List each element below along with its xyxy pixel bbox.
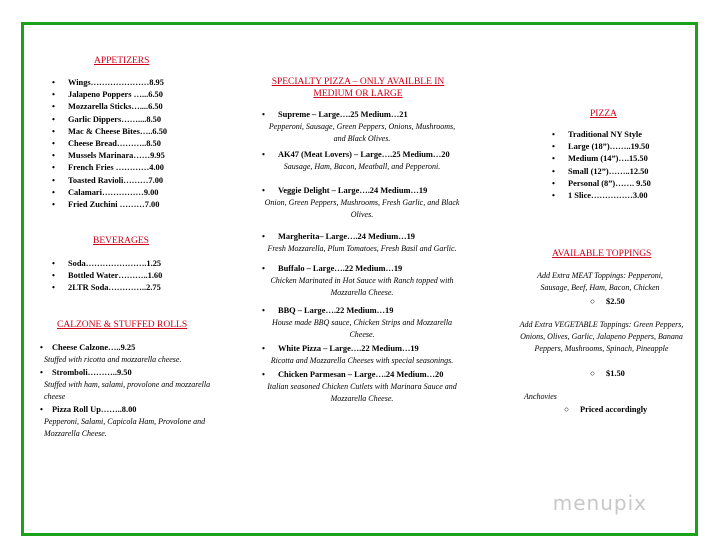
- calzone-item-desc: Stuffed with ham, salami, provolone and mozzarella cheese: [44, 380, 211, 401]
- toppings-heading: AVAILABLE TOPPINGS: [552, 249, 652, 259]
- calzone-item-desc: Stuffed with ricotta and mozzarella cheese.: [44, 355, 182, 364]
- specialty-heading-line1: SPECIALTY PIZZA – ONLY AVAILBLE IN: [271, 77, 445, 87]
- list-item: • Traditional NY Style: [552, 129, 651, 141]
- specialty-item-desc: Sausage, Ham, Bacon, Meatball, and Pepperoni.: [283, 162, 441, 171]
- list-item: • Small (12”)……..12.50: [552, 166, 651, 178]
- specialty-item: • Buffalo – Large….22 Medium…19 Chicken Marinated in Hot Sauce with Ranch topped with Mozzarella Cheese.: [262, 263, 462, 299]
- specialty-item: • White Pizza – Large….22 Medium…19 Ricotta and Mozzarella Cheeses with special seasonings.: [262, 343, 462, 367]
- list-item: • 2LTR Soda…………..2.75: [52, 282, 162, 294]
- list-item: • Mozzarella Sticks…....6.50: [52, 101, 167, 113]
- list-item: • Calamari……………9.00: [52, 187, 167, 199]
- specialty-item: • AK47 (Meat Lovers) – Large….25 Medium…20 Sausage, Ham, Bacon, Meatball, and Pepperoni.: [262, 149, 462, 173]
- calzone-item-desc: Pepperoni, Salami, Capicola Ham, Provolone and Mozzarella Cheese.: [44, 417, 206, 438]
- specialty-item: • Supreme – Large….25 Medium…21 Pepperoni, Sausage, Green Peppers, Onions, Mushrooms, and Black Olives.: [262, 109, 462, 145]
- anchovies-price: ○ Priced accordingly: [564, 405, 647, 414]
- meat-toppings-text: Add Extra MEAT Toppings: Pepperoni, Sausage, Beef, Ham, Bacon, Chicken: [537, 271, 663, 292]
- watermark: menupix: [552, 491, 647, 515]
- calzone-item-name: Stromboli………..9.50: [52, 368, 132, 377]
- list-item: • Large (18”)……..19.50: [552, 141, 651, 153]
- list-item: • 1 Slice……………3.00: [552, 190, 651, 202]
- specialty-item-desc: Fresh Mozzarella, Plum Tomatoes, Fresh Basil and Garlic.: [267, 244, 457, 253]
- list-item: • Medium (14”)….15.50: [552, 153, 651, 165]
- beverages-heading: BEVERAGES: [93, 236, 149, 246]
- list-item: • Toasted Ravioli………7.00: [52, 175, 167, 187]
- specialty-list: [262, 109, 462, 405]
- beverages-list: [52, 258, 162, 295]
- specialty-item: • Margherita– Large….24 Medium…19 Fresh Mozzarella, Plum Tomatoes, Fresh Basil and Garlic.: [262, 231, 462, 255]
- specialty-item-desc: Onion, Green Peppers, Mushrooms, Fresh Garlic, and Black Olives.: [264, 198, 460, 219]
- calzone-item: • Cheese Calzone…..9.25 Stuffed with ricotta and mozzarella cheese.: [40, 342, 225, 366]
- specialty-item-name: Margherita– Large….24 Medium…19: [278, 232, 415, 241]
- list-item: • French Fries …………4.00: [52, 162, 167, 174]
- list-item: • Mac & Cheese Bites…..6.50: [52, 126, 167, 138]
- anchovies-label: Anchovies: [524, 392, 557, 401]
- list-item: • Mussels Marinara……9.95: [52, 150, 167, 162]
- list-item: • Jalapeno Poppers …...6.50: [52, 89, 167, 101]
- veg-toppings-price: ○ $1.50: [590, 369, 625, 378]
- list-item: • Personal (8”)……. 9.50: [552, 178, 651, 190]
- list-item: • Bottled Water………..1.60: [52, 270, 162, 282]
- calzone-item: • Stromboli………..9.50 Stuffed with ham, salami, provolone and mozzarella cheese: [40, 367, 225, 403]
- specialty-item-name: AK47 (Meat Lovers) – Large….25 Medium…20: [278, 150, 450, 159]
- pizza-list: [552, 129, 651, 202]
- specialty-item-name: Buffalo – Large….22 Medium…19: [278, 264, 403, 273]
- appetizers-list: [52, 77, 167, 211]
- calzone-item: • Pizza Roll Up……..8.00 Pepperoni, Salami, Capicola Ham, Provolone and Mozzarella Cheese.: [40, 404, 225, 440]
- list-item: • Cheese Bread………..8.50: [52, 138, 167, 150]
- specialty-item-name: BBQ – Large….22 Medium…19: [278, 306, 394, 315]
- pizza-heading: PIZZA: [590, 109, 617, 119]
- specialty-item-name: Supreme – Large….25 Medium…21: [278, 110, 408, 119]
- list-item: • Fried Zuchini ………7.00: [52, 199, 167, 211]
- specialty-item-desc: Ricotta and Mozzarella Cheeses with special seasonings.: [270, 356, 454, 365]
- specialty-item: • Veggie Delight – Large….24 Medium…19 Onion, Green Peppers, Mushrooms, Fresh Garlic, and Black Olives.: [262, 185, 462, 221]
- specialty-item: • BBQ – Large….22 Medium…19 House made BBQ sauce, Chicken Strips and Mozzarella Cheese.: [262, 305, 462, 341]
- meat-toppings-price: ○ $2.50: [590, 297, 625, 306]
- appetizers-heading: APPETIZERS: [94, 56, 150, 66]
- list-item: • Garlic Dippers……....8.50: [52, 114, 167, 126]
- calzone-heading: CALZONE & STUFFED ROLLS: [57, 320, 188, 330]
- specialty-item-desc: Pepperoni, Sausage, Green Peppers, Onions, Mushrooms, and Black Olives.: [268, 122, 456, 143]
- specialty-item: • Chicken Parmesan – Large….24 Medium…20 Italian seasoned Chicken Cutlets with Marinara Sauce and Mozzarella Cheese.: [262, 369, 462, 405]
- menu-frame: [21, 22, 698, 536]
- specialty-heading-line2: MEDIUM OR LARGE: [313, 89, 403, 99]
- calzone-item-name: Pizza Roll Up……..8.00: [52, 405, 137, 414]
- specialty-heading: [262, 76, 454, 100]
- specialty-item-name: White Pizza – Large….22 Medium…19: [278, 344, 419, 353]
- specialty-item-name: Chicken Parmesan – Large….24 Medium…20: [278, 370, 444, 379]
- specialty-item-desc: Chicken Marinated in Hot Sauce with Ranch topped with Mozzarella Cheese.: [270, 276, 454, 297]
- specialty-item-desc: Italian seasoned Chicken Cutlets with Marinara Sauce and Mozzarella Cheese.: [267, 382, 457, 403]
- calzone-list: [40, 342, 225, 441]
- list-item: • Soda………………….1.25: [52, 258, 162, 270]
- veg-toppings-text: Add Extra VEGETABLE Toppings: Green Peppers, Onions, Olives, Garlic, Jalapeno Peppers, Banana Peppers, Mushrooms, Spinach, Pineapple: [519, 320, 684, 353]
- specialty-item-name: Veggie Delight – Large….24 Medium…19: [278, 186, 428, 195]
- calzone-item-name: Cheese Calzone…..9.25: [52, 343, 136, 352]
- specialty-item-desc: House made BBQ sauce, Chicken Strips and Mozzarella Cheese.: [271, 318, 453, 339]
- list-item: • Wings…………………8.95: [52, 77, 167, 89]
